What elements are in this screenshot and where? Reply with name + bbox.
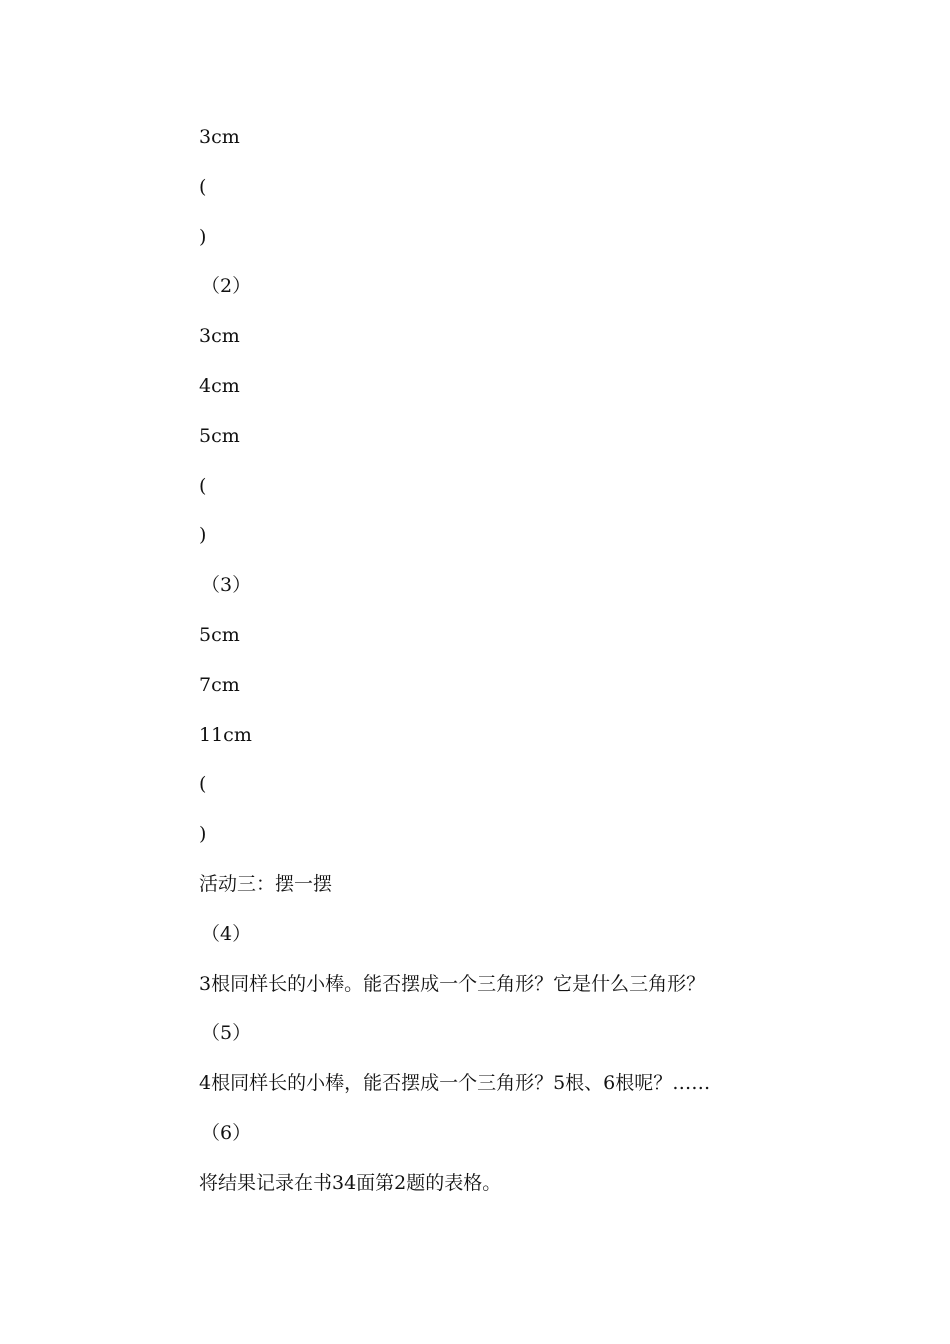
text-line-paren-close: ) [199, 225, 207, 248]
instruction-text: 将结果记录在书34面第2题的表格。 [199, 1171, 502, 1194]
text-line-length: 3cm [199, 126, 240, 148]
question-text: 3根同样长的小棒。能否摆成一个三角形？它是什么三角形？ [199, 972, 706, 995]
text-line-length: 4cm [199, 374, 240, 397]
item-number-3: （3） [201, 574, 252, 597]
text-line-paren-open: ( [199, 175, 207, 198]
text-line-length: 3cm [199, 325, 240, 348]
text-line-paren-close: ) [199, 524, 207, 547]
question-text: 4根同样长的小棒，能否摆成一个三角形？5根、6根呢？…… [199, 1072, 711, 1095]
text-line-paren-open: ( [199, 474, 207, 497]
document-body [199, 120, 839, 1216]
item-number-5: （5） [201, 1022, 252, 1045]
item-number-2: （2） [201, 275, 252, 298]
activity-heading: 活动三：摆一摆 [199, 872, 333, 895]
text-line-length: 5cm [199, 424, 240, 447]
text-line-paren-close: ) [199, 823, 207, 846]
item-number-4: （4） [201, 922, 252, 945]
text-line-length: 7cm [199, 673, 240, 696]
text-line-paren-open: ( [199, 773, 207, 796]
item-number-6: （6） [201, 1121, 252, 1144]
text-line-length: 11cm [199, 723, 252, 746]
text-line-length: 5cm [199, 623, 240, 646]
